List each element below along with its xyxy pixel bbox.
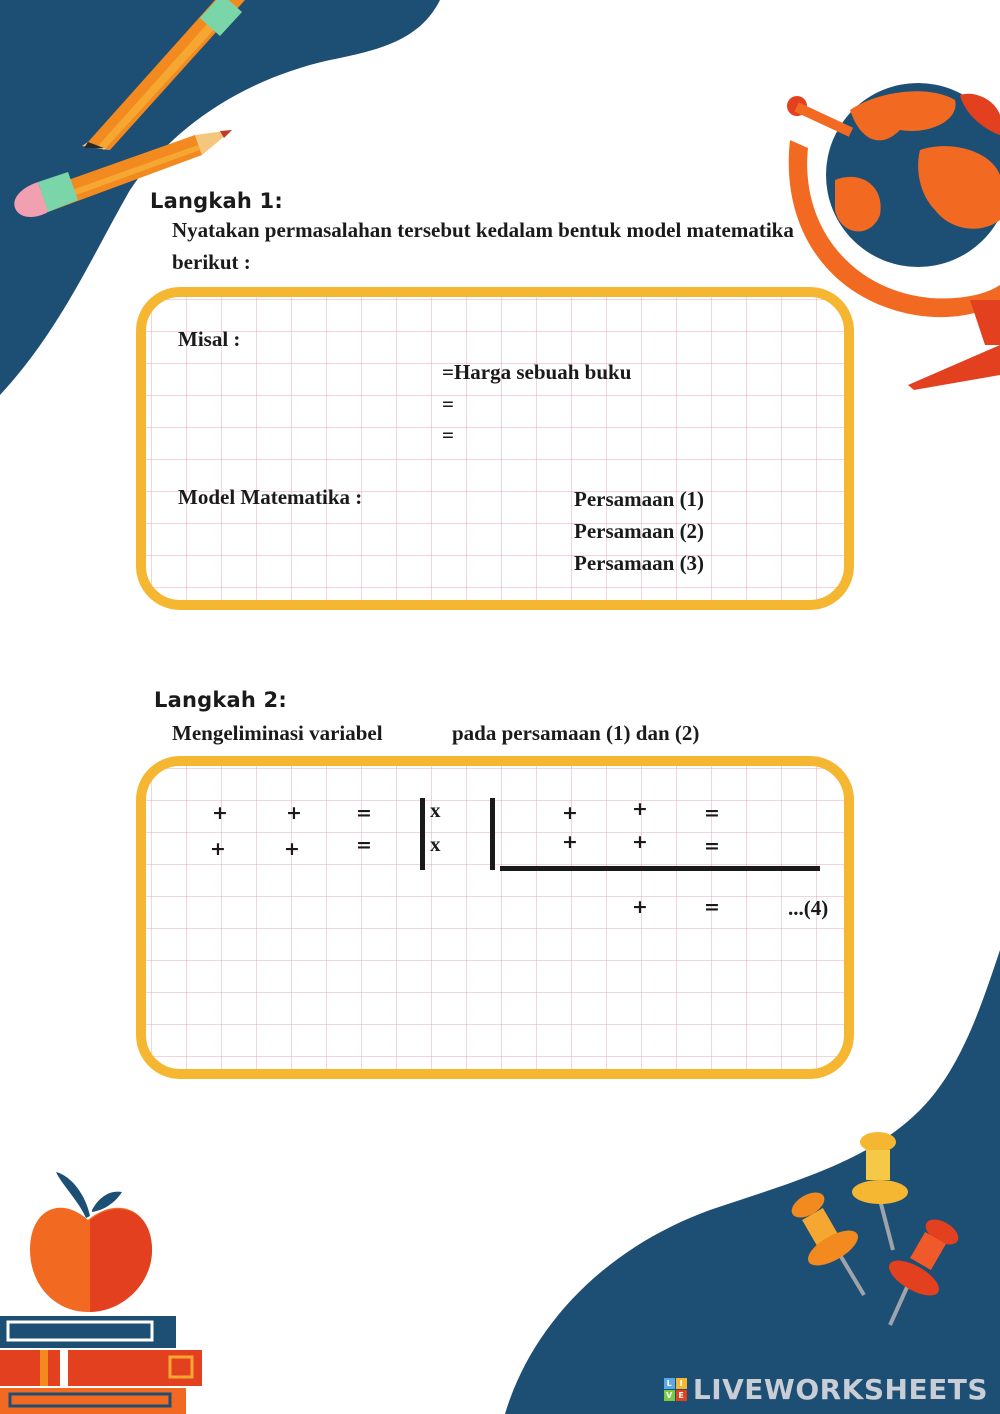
eq1-plus-1: +: [212, 802, 228, 824]
step1-heading: Langkah 1:: [150, 189, 283, 213]
eq2-equals: =: [356, 834, 372, 856]
step2-card: [136, 756, 854, 1079]
model-label: Model Matematika :: [178, 485, 363, 509]
eq2-plus-1: +: [210, 838, 226, 860]
equation-4-label: ...(4): [788, 896, 829, 920]
variable-def-3: =: [442, 423, 454, 447]
eq1-equals: =: [356, 802, 372, 824]
apple-on-books-icon: [0, 1172, 202, 1414]
subtraction-line: [500, 866, 820, 871]
logo-letter-l: L: [664, 1378, 675, 1389]
logo-letter-e: E: [676, 1390, 687, 1401]
step2-heading: Langkah 2:: [154, 688, 287, 712]
logo-letter-v: V: [664, 1390, 675, 1401]
multiplier-bar-left: [420, 798, 425, 870]
result1-equals: =: [704, 802, 720, 824]
equation-label-2: Persamaan (2): [574, 519, 705, 543]
multiplier-x-1: x: [430, 798, 441, 822]
step1-card: [136, 287, 854, 610]
misal-label: Misal :: [178, 327, 241, 351]
eq1-plus-2: +: [286, 802, 302, 824]
eq2-plus-2: +: [284, 838, 300, 860]
result1-plus-1: +: [562, 802, 578, 824]
result1-plus-2: +: [632, 798, 648, 820]
watermark-text: LIVEWORKSHEETS: [692, 1373, 988, 1406]
step2-instruction-part2: pada persamaan (1) dan (2): [452, 721, 700, 745]
logo-letter-i: I: [676, 1378, 687, 1389]
variable-def-2: =: [442, 392, 454, 416]
multiplier-bar-right: [490, 798, 495, 870]
final-equals: =: [704, 896, 720, 918]
step1-instruction-line1: Nyatakan permasalahan tersebut kedalam bentuk model matematika: [172, 218, 794, 242]
result2-plus-1: +: [562, 831, 578, 853]
step1-instruction-line2: berikut :: [172, 250, 251, 274]
liveworksheets-logo-icon: [664, 1378, 687, 1401]
result2-plus-2: +: [632, 831, 648, 853]
equation-label-1: Persamaan (1): [574, 487, 705, 511]
final-plus: +: [632, 896, 648, 918]
equation-label-3: Persamaan (3): [574, 551, 705, 575]
step2-instruction-part1: Mengeliminasi variabel: [172, 721, 383, 745]
liveworksheets-watermark: [664, 1373, 988, 1406]
variable-def-1: =Harga sebuah buku: [442, 360, 632, 384]
multiplier-x-2: x: [430, 832, 441, 856]
result2-equals: =: [704, 835, 720, 857]
step1-instruction: [172, 214, 852, 278]
